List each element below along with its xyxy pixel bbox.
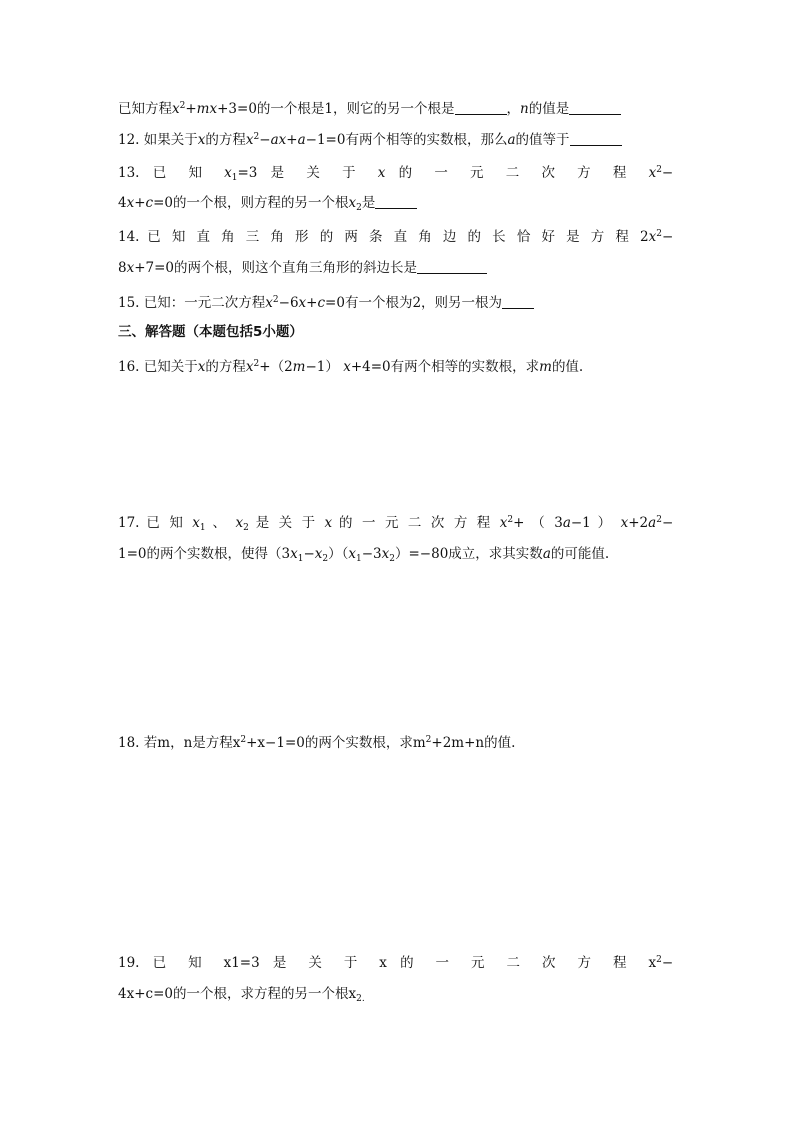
question-12: 12. 如果关于x的方程$x^2-ax+a-1=0$有两个相等的实数根，那么a的值等于 bbox=[118, 130, 673, 150]
section-heading: 三、解答题（本题包括5小题） bbox=[118, 324, 303, 340]
question-17-line-2: 1=0的两个实数根，使得$(3x_1-x_2)(x_1-3x_2)=-80$成立，求其实数a的可能值. bbox=[118, 546, 610, 564]
question-14-line-1: 14. 已 知 直 角 三 角 形 的 两 条 直 角 边 的 长 恰 好 是 方 程 $2x^2-$ bbox=[118, 229, 674, 245]
answer-blank[interactable] bbox=[570, 144, 622, 146]
answer-blank[interactable] bbox=[375, 207, 417, 209]
question-16: 16. 已知关于x的方程$x^2+(2m-1)$ x+4=0有两个相等的实数根，求m的值. bbox=[118, 359, 584, 375]
question-14-line-2: 8x+7=0的两个根，则这个直角三角形的斜边长是 bbox=[118, 258, 673, 278]
question-17-line-1: 17. 已 知 $x_1$ 、 $x_2$ 是 关 于 x 的 一 元 二 次 方 程 $x^2+$ （ 3a−1 ） $x+2a^2-$ bbox=[118, 515, 674, 533]
answer-blank[interactable] bbox=[455, 113, 507, 115]
question-11: 已知方程$x^2+mx+3=0$的一个根是1，则它的另一个根是 ，n的值是 bbox=[118, 99, 673, 119]
question-18: 18. 若m，n是方程$x^2+x-1=0$的两个实数根，求$m^2+2m+n$的值. bbox=[118, 735, 516, 751]
question-19-line-2: 4x+c=0的一个根，求方程的另一个根$x_{2.}$ bbox=[118, 986, 365, 1004]
answer-blank[interactable] bbox=[417, 272, 487, 274]
question-13-line-1: 13. 已 知 $x_1=3$ 是 关 于 x 的 一 元 二 次 方 程 $x^2-$ bbox=[118, 165, 674, 183]
question-13-line-2: 4x+c=0的一个根，则方程的另一个根$x_2$是 bbox=[118, 193, 673, 213]
answer-blank[interactable] bbox=[502, 307, 534, 309]
question-19-line-1: 19. 已 知 x1=3 是 关 于 x 的 一 元 二 次 方 程 $x^2-$ bbox=[118, 955, 674, 971]
answer-blank[interactable] bbox=[569, 113, 621, 115]
question-15: 15. 已知：一元二次方程$x^2-6x+c=0$有一个根为2，则另一根为 bbox=[118, 293, 673, 313]
